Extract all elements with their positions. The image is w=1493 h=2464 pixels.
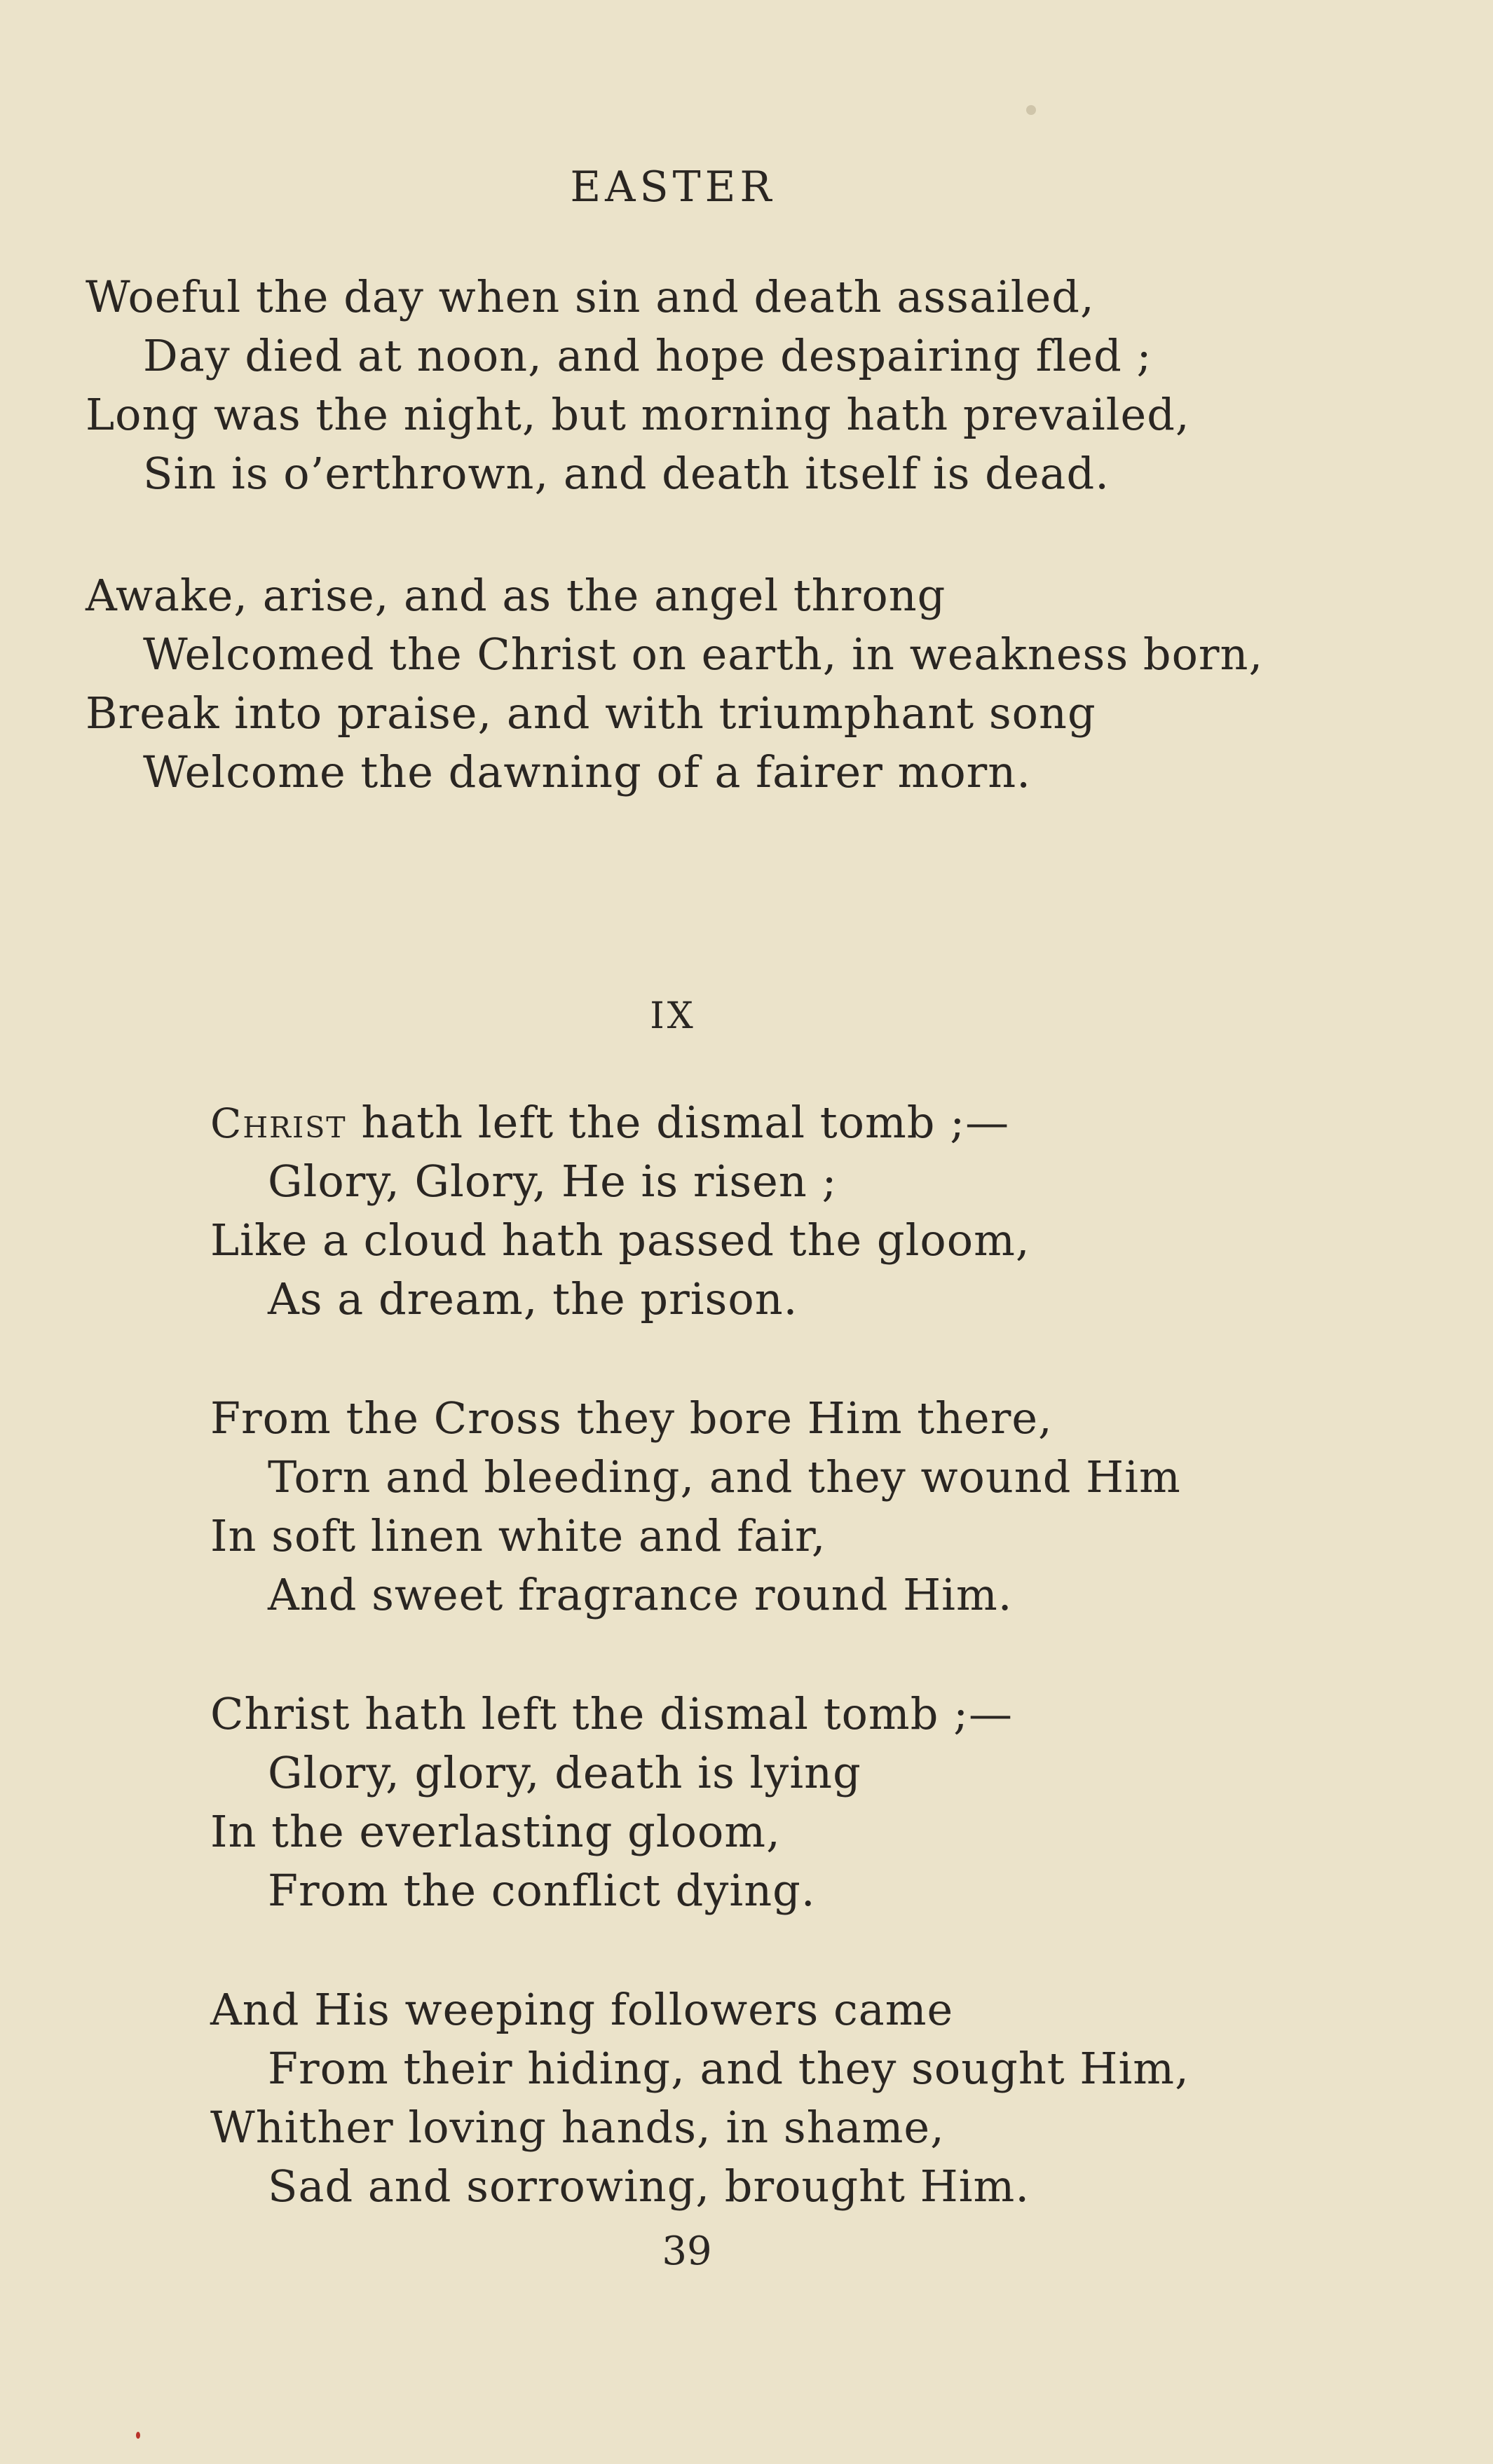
verse-line — [210, 1093, 1030, 1152]
verse-line: Long was the night, but morning hath prevailed, — [86, 389, 1190, 440]
verse-line: Woeful the day when sin and death assailed, — [86, 271, 1095, 322]
verse-line: Whither loving hands, in shame, — [210, 2102, 945, 2153]
verse-line: In soft linen white and fair, — [210, 1510, 826, 1561]
verse-line: Awake, arise, and as the angel throng — [86, 570, 946, 621]
page-number: 39 — [662, 2229, 712, 2274]
verse-line: Glory, glory, death is lying — [268, 1747, 861, 1798]
verse-line: From their hiding, and they sought Him, — [268, 2043, 1189, 2094]
verse-line: From the Cross they bore Him there, — [210, 1392, 1053, 1444]
stanza — [86, 268, 1190, 503]
verse-line: And His weeping followers came — [210, 1984, 954, 2035]
opening-word: Christ — [210, 1100, 347, 1147]
stanza — [210, 1093, 1030, 1329]
verse-line: Welcomed the Christ on earth, in weakness born, — [143, 629, 1264, 680]
paper-speck — [136, 2432, 140, 2439]
verse-line: In the everlasting gloom, — [210, 1806, 781, 1857]
verse-line: As a dream, the prison. — [268, 1273, 798, 1325]
stanza — [210, 1980, 1189, 2216]
verse-line: Glory, Glory, He is risen ; — [268, 1156, 838, 1207]
section-number: IX — [650, 995, 696, 1037]
paper-speck — [1026, 105, 1036, 115]
verse-line: Christ hath left the dismal tomb ;— — [210, 1688, 1014, 1739]
verse-line: Sad and sorrowing, brought Him. — [268, 2161, 1030, 2212]
stanza — [86, 566, 1263, 802]
running-head: EASTER — [570, 163, 776, 212]
stanza — [210, 1685, 1013, 1920]
verse-line: Sin is o’erthrown, and death itself is dead. — [143, 448, 1110, 499]
verse-line: Welcome the dawning of a fairer morn. — [143, 746, 1031, 798]
stanza — [210, 1389, 1181, 1624]
verse-line: Torn and bleeding, and they wound Him — [268, 1451, 1181, 1503]
verse-line-rest: hath left the dismal tomb ;— — [346, 1097, 1010, 1148]
verse-line: From the conflict dying. — [268, 1865, 816, 1916]
verse-line: And sweet fragrance round Him. — [268, 1569, 1013, 1620]
verse-line: Like a cloud hath passed the gloom, — [210, 1214, 1030, 1266]
verse-line: Day died at noon, and hope despairing fled ; — [143, 330, 1152, 381]
verse-line: Break into praise, and with triumphant song — [86, 687, 1096, 739]
